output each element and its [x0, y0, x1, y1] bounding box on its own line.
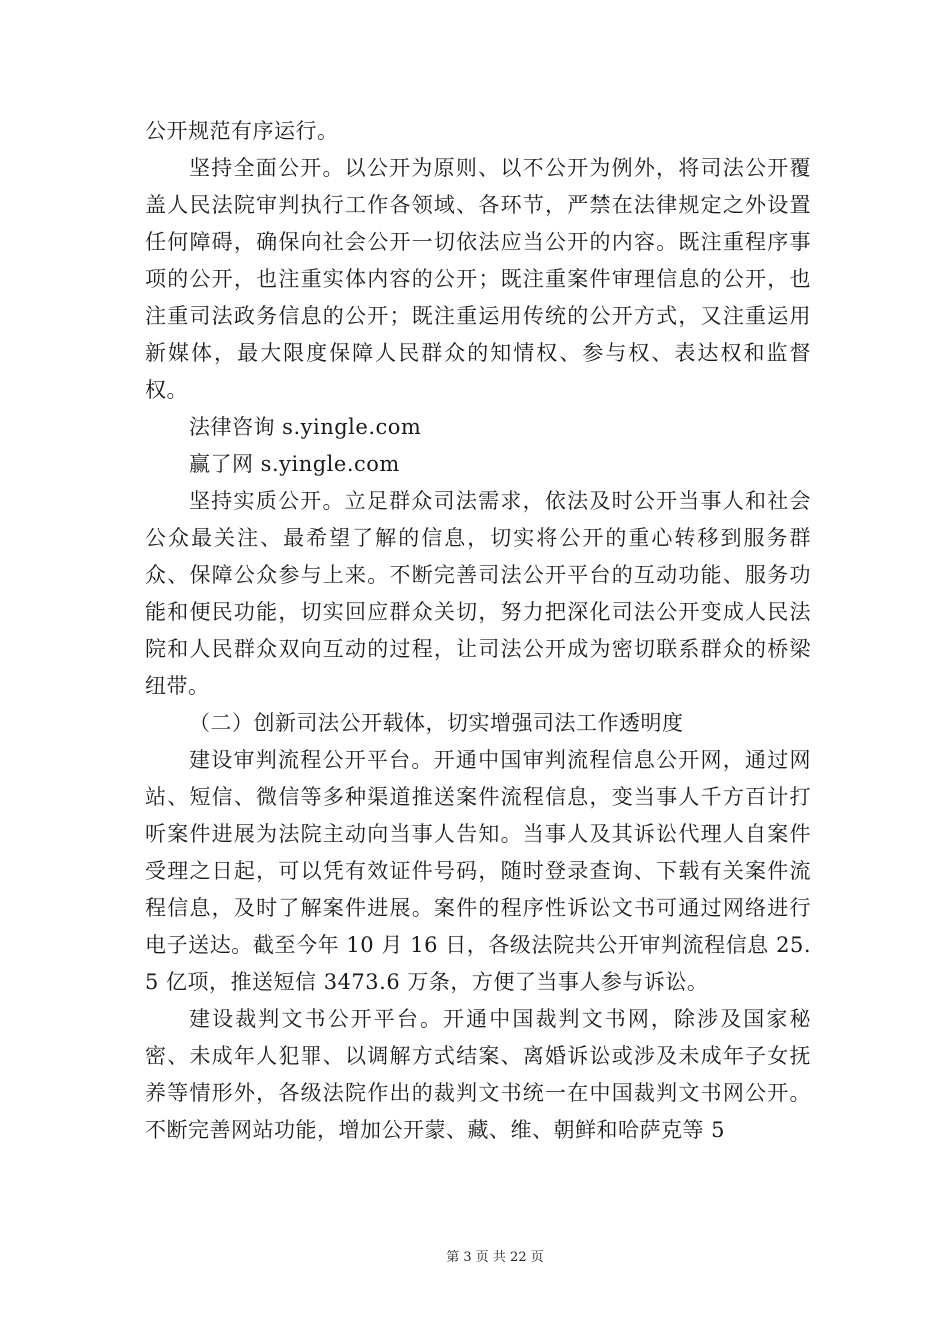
- paragraph-yingle-link: 赢了网 s.yingle.com: [189, 452, 400, 476]
- paragraph-substantive-openness: 坚持实质公开。立足群众司法需求，依法及时公开当事人和社会公众最关注、最希望了解的信息，切实将公开的重心转移到服务群众、保障公众参与上来。不断完善司法公开平台的互动功能、服务功能和便民功能，切实回应群众关切，努力把深化司法公开变成人民法院和人民群众双向互动的过程，让司法公开成为密切联系群众的桥梁纽带。: [145, 489, 811, 698]
- paragraph-trial-process-platform: 建设审判流程公开平台。开通中国审判流程信息公开网，通过网站、短信、微信等多种渠道推送案件流程信息，变当事人千方百计打听案件进展为法院主动向当事人告知。当事人及其诉讼代理人自案件受理之日起，可以凭有效证件号码，随时登录查询、下载有关案件流程信息，及时了解案件进展。案件的程序性诉讼文书可通过网络进行电子送达。截至今年 10 月 16 日，各级法院共公开审判流程信息 25.5 亿项，推送短信 3473.6 万条，方便了当事人参与诉讼。: [145, 748, 811, 994]
- paragraph-judgment-platform: 建设裁判文书公开平台。开通中国裁判文书网，除涉及国家秘密、未成年人犯罪、以调解方式结案、离婚诉讼或涉及未成年子女抚养等情形外，各级法院作出的裁判文书统一在中国裁判文书网公开。不断完善网站功能，增加公开蒙、藏、维、朝鲜和哈萨克等 5: [145, 1007, 811, 1142]
- paragraph-continuation: 公开规范有序运行。: [145, 119, 339, 143]
- page-footer: [0, 1246, 950, 1265]
- page-number-label: 第 3 页 共 22 页: [446, 1250, 544, 1265]
- section-heading-innovation: （二）创新司法公开载体，切实增强司法工作透明度: [189, 711, 684, 735]
- paragraph-full-openness: 坚持全面公开。以公开为原则、以不公开为例外，将司法公开覆盖人民法院审判执行工作各领域、各环节，严禁在法律规定之外设置任何障碍，确保向社会公开一切依法应当公开的内容。既注重程序事项的公开，也注重实体内容的公开；既注重案件审理信息的公开，也注重司法政务信息的公开；既注重运用传统的公开方式，又注重运用新媒体，最大限度保障人民群众的知情权、参与权、表达权和监督权。: [145, 156, 811, 402]
- document-body: [145, 113, 811, 1149]
- paragraph-legal-consult-link: 法律咨询 s.yingle.com: [189, 415, 422, 439]
